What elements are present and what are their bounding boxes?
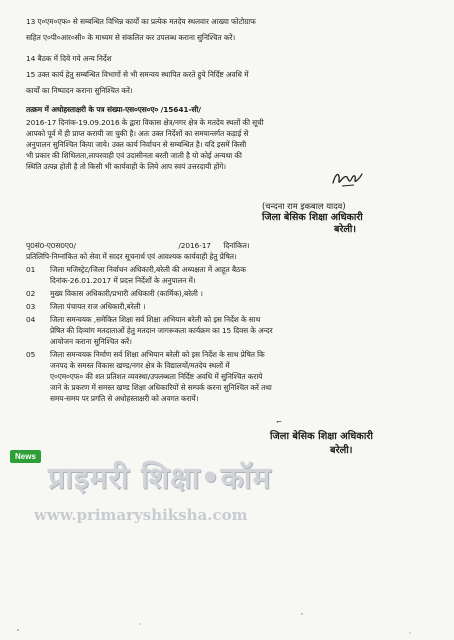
body-line: सहित ए०पी०आर०सी० के माध्यम से संकलित कर उपलब्ध कराना सुनिश्चित करें। xyxy=(26,33,236,42)
copy-line xyxy=(26,265,246,275)
copy-number: 02 xyxy=(26,289,36,298)
copy-text: जिला समन्वयक ,समेकित शिक्षा सर्व शिक्षा अभियान बरेली को इस निर्देश के साथ xyxy=(50,315,261,324)
copy-line xyxy=(26,361,230,371)
copy-line xyxy=(26,394,198,404)
body-line: 15 उक्त कार्य हेतु सम्बन्धित विभागों से भी समन्वय स्थापित करते हुये निर्दिष्ट अवधि में xyxy=(26,70,249,79)
copy-text: ए०एम०एफ० की शत प्रतिशत व्यवस्था/उपलब्धता निर्दिष्ट अवधि में सुनिश्चित कराये xyxy=(50,372,263,381)
copy-line xyxy=(26,315,260,325)
body-line: आपको पूर्व में ही प्राप्त करायी जा चुकी है। अतः उक्त निर्देशों का समयान्तर्गत कड़ाई से xyxy=(26,129,249,138)
signatory-name: (चन्दना राम इकबाल यादव) xyxy=(262,201,346,211)
copy-line xyxy=(26,276,196,286)
copy-text: जनपद के समस्त विकास खण्ड/नगर क्षेत्र के विद्यालयों/मतदेय स्थलों में xyxy=(50,361,230,370)
ref-date-label: दिनांकित। xyxy=(223,241,250,250)
body-line: स्थिति उत्पन्न होती है तो किसी भी कार्यवाही के लिये आप स्वयं उत्तरदायी होंगे। xyxy=(26,162,226,171)
body-line: 14 बैठक में दिये गये अन्य निर्देश xyxy=(26,54,112,63)
signature-block-1 xyxy=(262,200,363,236)
copy-number: 01 xyxy=(26,265,36,274)
watermark-url: www.primaryshiksha.com xyxy=(34,506,248,524)
signatory-place: बरेली। xyxy=(334,224,357,235)
signatory-title: जिला बेसिक शिक्षा अधिकारी xyxy=(262,212,363,223)
signatory-place-2: बरेली। xyxy=(330,445,353,456)
copy-text: जिला समन्वयक निर्माण सर्व शिक्षा अभियान बरेली को इस निर्देश के साथ प्रेषित कि xyxy=(50,350,265,359)
body-line: अनुपालन सुनिश्चित किया जाये। उक्त कार्य निर्वाचन से सम्बन्धित है। यदि इसमें किसी xyxy=(26,140,247,149)
copy-line xyxy=(26,350,265,360)
site-watermark xyxy=(0,444,330,544)
body-line: तत्क्रम में अधोहस्ताक्षरी के पत्र संख्या-एस०एस०ए० /15641-सी/ xyxy=(26,105,201,114)
ref-year: /2016-17 xyxy=(178,241,211,250)
copy-text: जिला मजिस्ट्रेट/जिला निर्वाचन अधिकारी,बरेली की अध्यक्षता में आहूत बैठक xyxy=(50,265,246,274)
copy-line xyxy=(26,372,262,382)
copy-text: प्रेषित की दिव्यांग मतदाताओं हेतु मतदान जागरूकता कार्यक्रम का 15 दिवस के अन्दर xyxy=(50,326,273,335)
body-line: 13 ए०एम०एफ० से सम्बन्धित विभिन्न कार्यों का प्रत्येक मतदेय स्थलवार आख्या फोटोग्राफ xyxy=(26,17,256,26)
copy-intro: प्रतिलिपि-निम्नांकित को सेवा में सादर सूचनार्थ एवं आवश्यक कार्यवाही हेतु प्रेषित। xyxy=(26,252,237,261)
copy-number: 03 xyxy=(26,302,36,311)
copy-line xyxy=(26,289,203,299)
copy-line xyxy=(26,337,132,347)
watermark-title: प्राइमरी शिक्षा•कॉम xyxy=(48,461,272,496)
body-line: कार्यों का निष्पादन कराना सुनिश्चित करें। xyxy=(26,86,133,95)
reference-line xyxy=(26,241,249,251)
ref-number: पृ0सं0-ए0स0ए0/ xyxy=(26,241,76,250)
copy-line xyxy=(26,383,272,393)
body-line: 2016-17 दिनांक-19.09.2016 के द्वारा विकास क्षेत्र/नगर क्षेत्र के मतदेय स्थलों की सूची xyxy=(26,118,264,127)
signatory-title-2: जिला बेसिक शिक्षा अधिकारी xyxy=(270,431,373,442)
news-badge: News xyxy=(10,450,41,463)
copy-line xyxy=(26,326,273,336)
copy-text: जिला पंचायत राज अधिकारी,बरेली । xyxy=(50,302,146,311)
copy-text: आयोजन कराना सुनिश्चित करें। xyxy=(50,337,132,346)
signature-mark: ⌐ xyxy=(276,418,282,426)
body-line: भी प्रकार की शिथिलता,लापरवाही एवं उदासीनता बरती जाती है यो कोई अन्यथा की xyxy=(26,151,242,160)
handwritten-signature xyxy=(330,168,364,190)
copy-text: जाने के प्रकरण में समस्त खण्ड शिक्षा अधिकारियों से सम्पर्क करना सुनिश्चित करें तथा xyxy=(50,383,272,392)
scan-noise xyxy=(0,600,454,640)
copy-text: समय-समय पर प्रगति से अधोहस्ताक्षरी को अवगत करायें। xyxy=(50,394,199,403)
copy-text: मुख्य विकास अधिकारी/प्रभारी अधिकारी (कार्मिक),बरेली । xyxy=(50,289,203,298)
copy-number: 04 xyxy=(26,315,36,324)
copy-line xyxy=(26,302,145,312)
copy-number: 05 xyxy=(26,350,36,359)
copy-text: दिनांक-26.01.2017 में प्रदत्त निर्देशों के अनुपालन में। xyxy=(50,276,196,285)
